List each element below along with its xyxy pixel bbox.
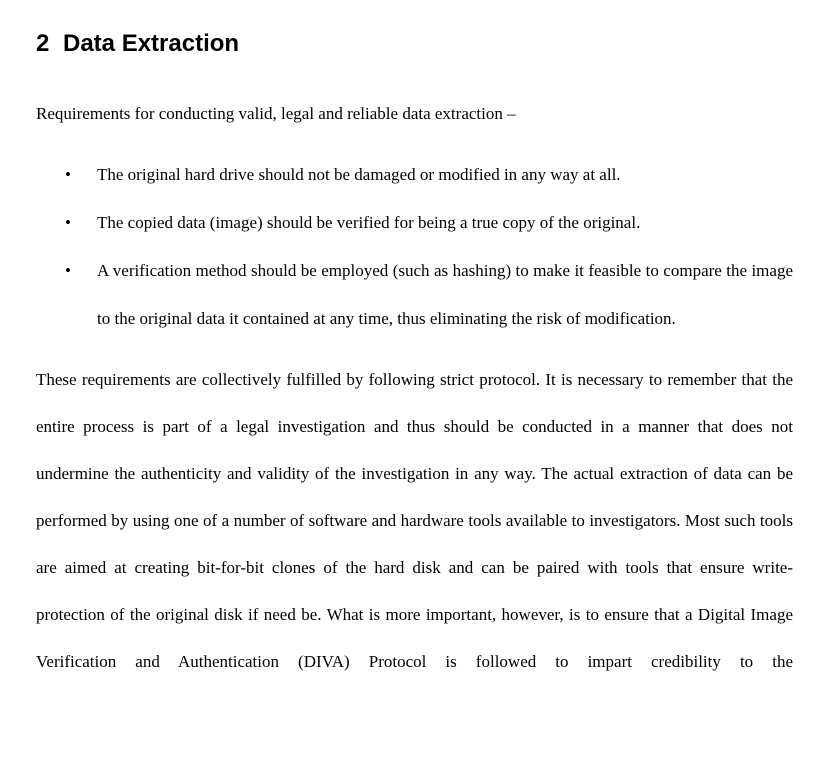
body-paragraph: These requirements are collectively fulfilled by following strict protocol. It is necessary to remember that the entire process is part of a legal investigation and thus should be conducted in a manner that does not undermine the authenticity and validity of the investigation in any way. The actual extraction of data can be performed by using one of a number of software and hardware tools available to investigators. Most such tools are aimed at creating bit-for-bit clones of the hard disk and can be paired with tools that ensure write-protection of the original disk if need be. What is more important, however, is to ensure that a Digital Image Verification and Authentication (DIVA) Protocol is followed to impart credibility to the: [36, 370, 793, 671]
list-item: [36, 151, 793, 199]
bullet-icon: •: [65, 213, 71, 232]
bullet-icon: •: [65, 261, 71, 280]
list-item-text: The copied data (image) should be verified for being a true copy of the original.: [97, 213, 641, 232]
list-item: [36, 247, 793, 343]
section-heading: [36, 30, 793, 58]
bullet-icon: •: [65, 165, 71, 184]
list-item-text: The original hard drive should not be damaged or modified in any way at all.: [97, 165, 621, 184]
requirements-list: [36, 151, 793, 343]
section-number: 2: [36, 30, 50, 57]
section-title: Data Extraction: [63, 30, 240, 57]
list-item-text: A verification method should be employed (such as hashing) to make it feasible to compare the image to the original data it contained at any time, thus eliminating the risk of modification.: [97, 261, 793, 328]
list-item: [36, 199, 793, 247]
intro-paragraph: Requirements for conducting valid, legal and reliable data extraction –: [36, 104, 516, 123]
